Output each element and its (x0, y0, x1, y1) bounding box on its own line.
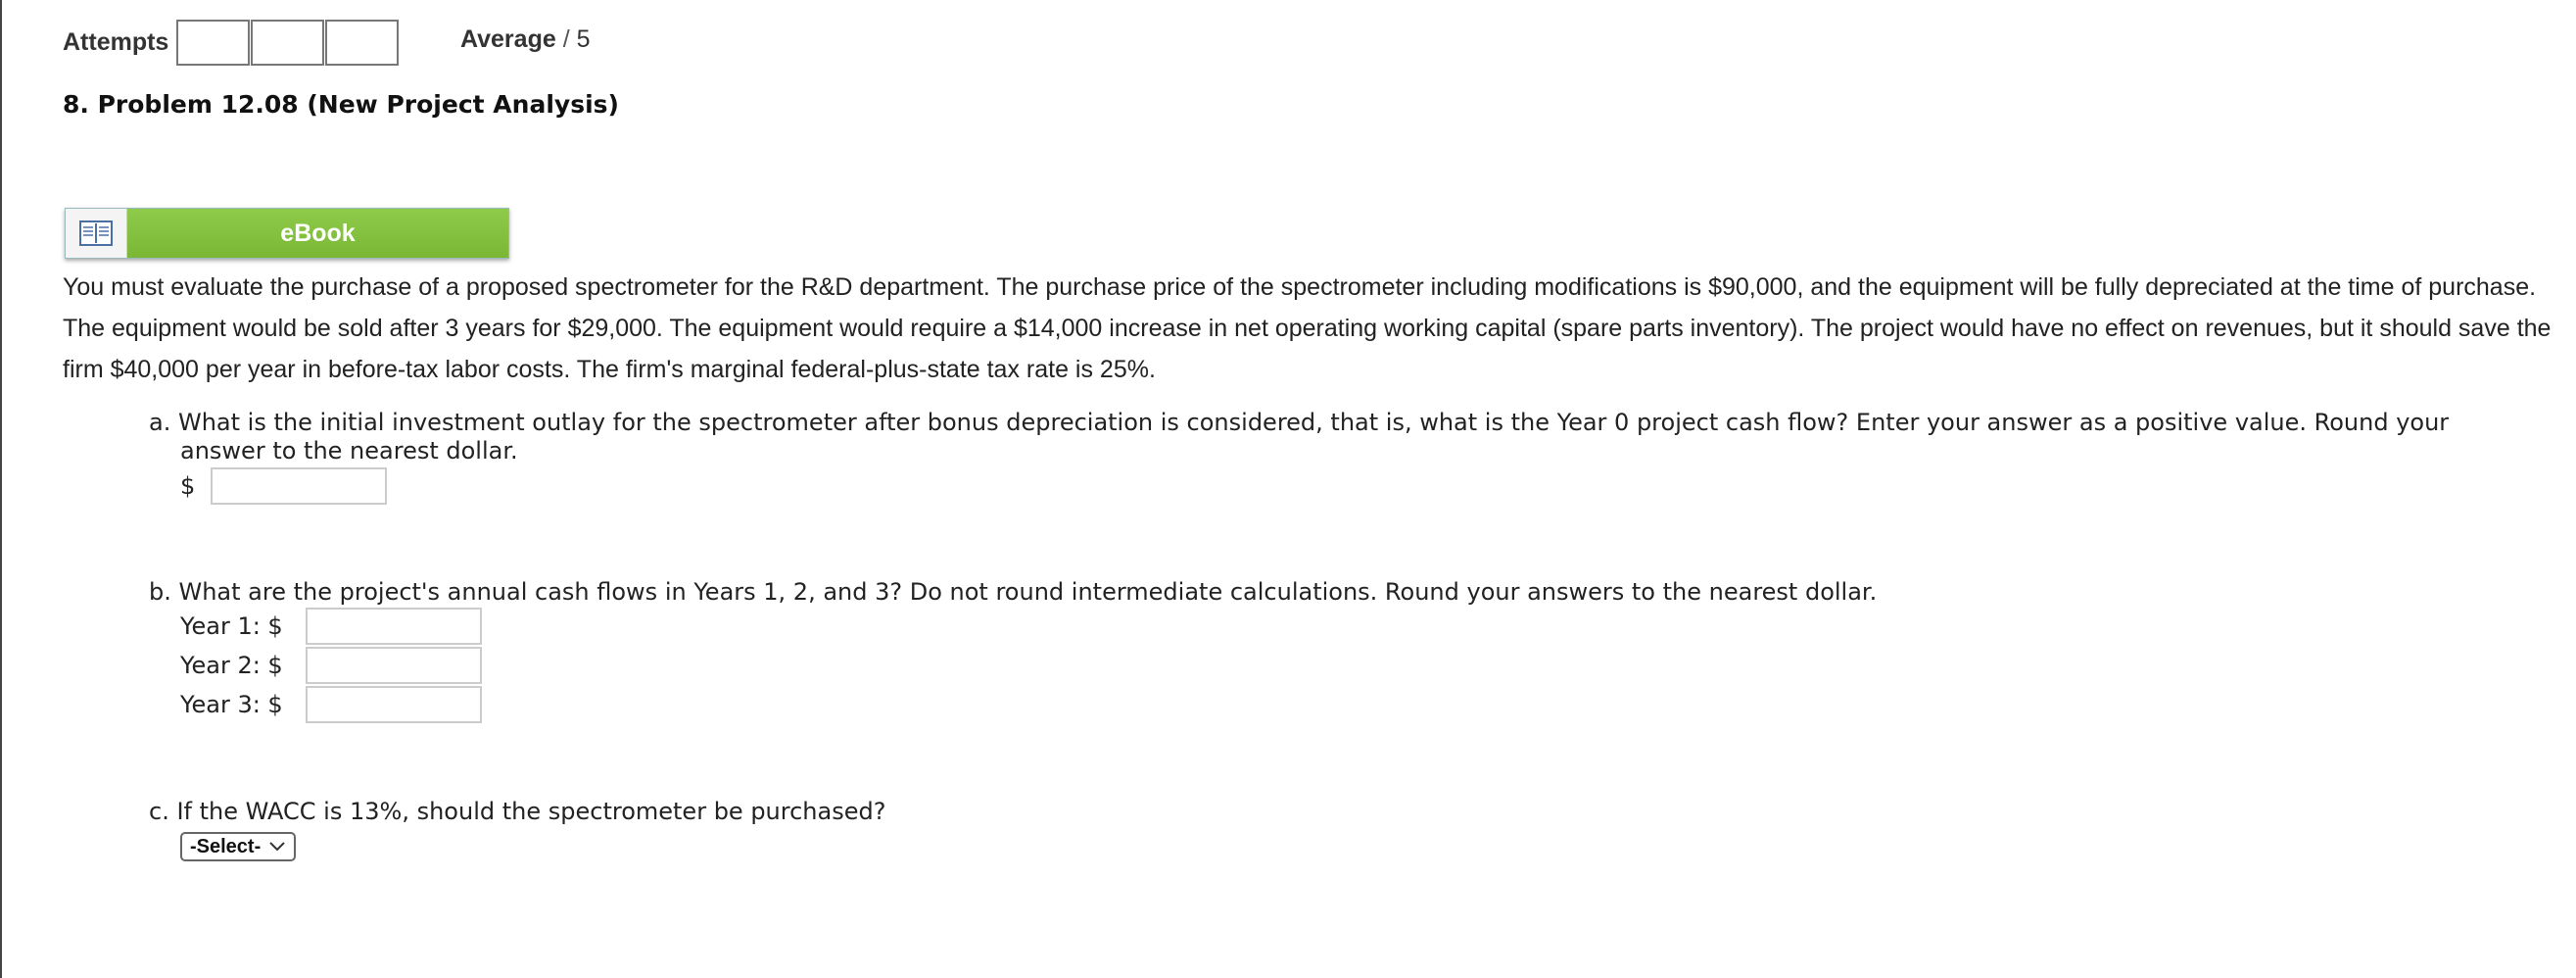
chevron-down-icon (268, 841, 286, 853)
year-3-label: Year 3: $ (180, 690, 283, 718)
year-3-row (149, 685, 2500, 724)
ebook-label: eBook (127, 209, 508, 258)
problem-statement: You must evaluate the purchase of a proposed spectrometer for the R&D department. The purchase price of the spectrometer including modifications is $90,000, and the equipment will be fully depreciated at the time of purchase. The equipment would be sold after 3 years for $29,000. The equipment would require a $14,000 increase in net operating working capital (spare parts inventory). The project would have no effect on revenues, but it should save the firm $40,000 per year in before-tax labor costs. The firm's marginal federal-plus-state tax rate is 25%. (63, 273, 2552, 383)
question-a-answer-row (149, 467, 2500, 505)
select-value: -Select- (190, 835, 262, 857)
attempt-box-2 (251, 20, 324, 66)
year-1-label: Year 1: $ (180, 611, 283, 640)
question-c-answer-row (149, 826, 2500, 861)
average-label: Average (460, 25, 556, 53)
currency-symbol: $ (180, 471, 196, 500)
year-2-row (149, 646, 2500, 685)
question-c (149, 798, 2500, 861)
year-1-row (149, 607, 2500, 646)
problem-title: 8. Problem 12.08 (New Project Analysis) (63, 90, 619, 119)
question-a (149, 409, 2500, 505)
ebook-button[interactable] (65, 208, 509, 259)
attempts-label: Attempts (63, 27, 169, 56)
attempt-box-1 (176, 20, 250, 66)
attempts-row (63, 18, 400, 67)
question-b-text: b. What are the project's annual cash flows in Years 1, 2, and 3? Do not round intermediate calculations. Round your answers to the nearest dollar. (149, 578, 1878, 606)
open-book-icon (66, 209, 127, 258)
average-score (460, 25, 591, 54)
year-2-cash-flow-input[interactable] (306, 647, 482, 684)
year-1-cash-flow-input[interactable] (306, 608, 482, 645)
question-c-text: c. If the WACC is 13%, should the spectrometer be purchased? (149, 798, 886, 825)
question-a-text: a. What is the initial investment outlay for the spectrometer after bonus depreciation is considered, that is, what is the Year 0 project cash flow? Enter your answer as a positive value. Round your answer to the nearest dollar. (149, 409, 2450, 465)
year-3-cash-flow-input[interactable] (306, 686, 482, 723)
average-separator: / (562, 25, 570, 53)
question-b (149, 578, 2500, 724)
year0-cash-flow-input[interactable] (211, 467, 387, 505)
average-total: 5 (576, 25, 591, 53)
year-2-label: Year 2: $ (180, 651, 283, 679)
attempt-box-3 (325, 20, 399, 66)
purchase-decision-select[interactable] (180, 832, 296, 861)
